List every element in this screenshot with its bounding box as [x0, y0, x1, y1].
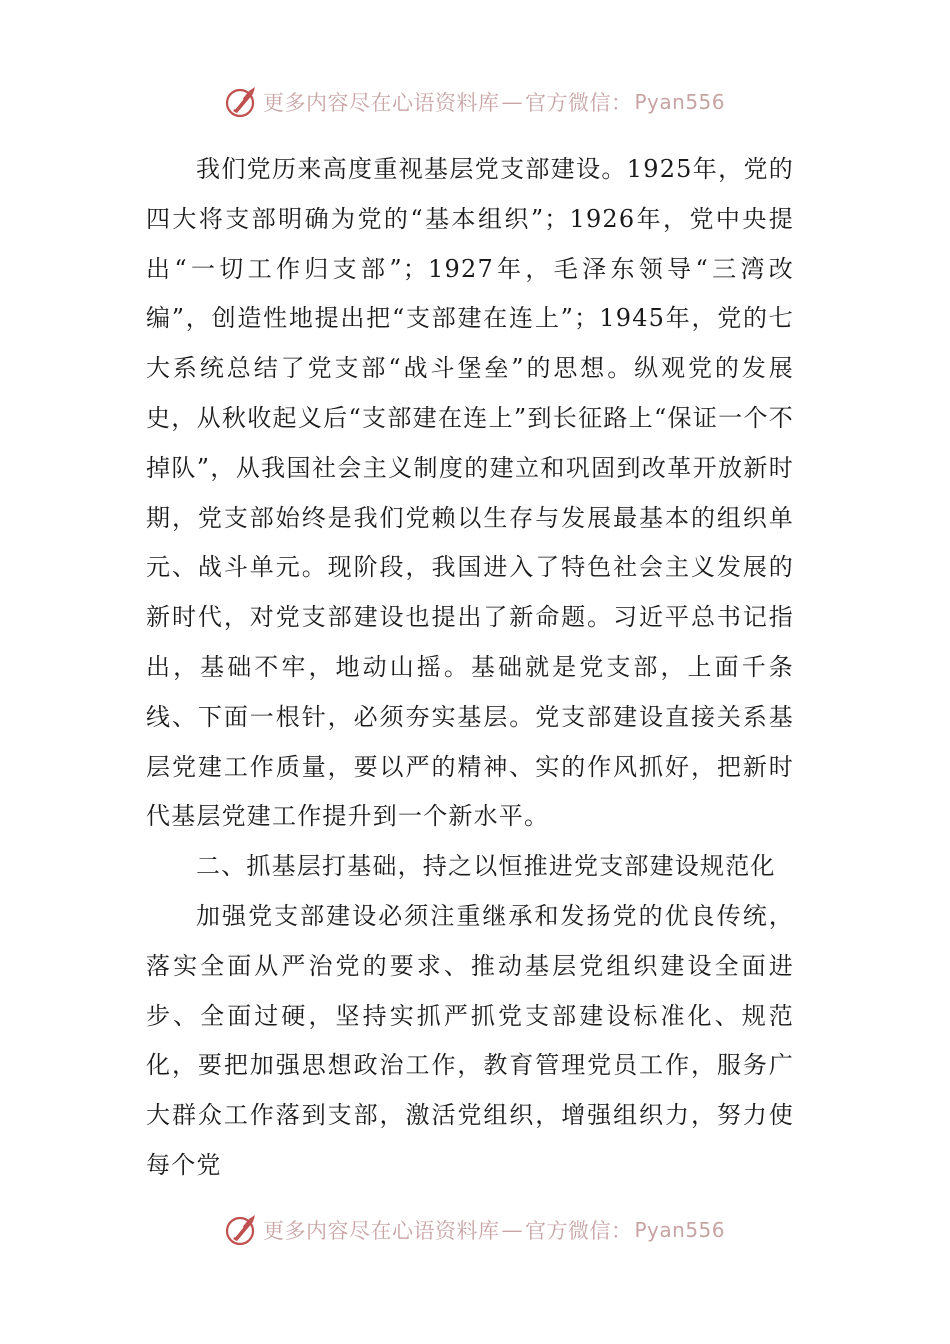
quill-pen-seal-icon — [225, 1213, 259, 1247]
paragraph-standardization: 加强党支部建设必须注重继承和发扬党的优良传统，落实全面从严治党的要求、推动基层党组织建设全面进步、全面过硬，坚持实抓严抓党支部建设标准化、规范化，要把加强思想政治工作，教育管理党员工作，服务广大群众工作落到支部，激活党组织，增强组织力，努力使每个党 — [146, 901, 794, 1179]
footer-watermark — [0, 1210, 950, 1250]
paragraph-history: 我们党历来高度重视基层党支部建设。1925年，党的四大将支部明确为党的“基本组织”；1926年，党中央提出“一切工作归支部”；1927年，毛泽东领导“三湾改编”，创造性地提出把“支部建在连上”；1945年，党的七大系统总结了党支部“战斗堡垒”的思想。纵观党的发展史，从秋收起义后“支部建在连上”到长征路上“保证一个不掉队”，从我国社会主义制度的建立和巩固到改革开放新时期，党支部始终是我们党赖以生存与发展最基本的组织单元、战斗单元。现阶段，我国进入了特色社会主义发展的新时代，对党支部建设也提出了新命题。习近平总书记指出，基础不牢，地动山摇。基础就是党支部，上面千条线、下面一根针，必须夯实基层。党支部建设直接关系基层党建工作质量，要以严的精神、实的作风抓好，把新时代基层党建工作提升到一个新水平。 — [146, 155, 794, 831]
watermark-separator: — — [501, 90, 523, 114]
watermark-text: 更多内容尽在心语资料库 — [262, 91, 500, 115]
watermark-text: 更多内容尽在心语资料库 — [262, 1219, 500, 1243]
document-body — [146, 145, 794, 1191]
section-heading: 二、抓基层打基础，持之以恒推进党支部建设规范化 — [196, 852, 776, 881]
header-watermark — [0, 82, 950, 122]
watermark-separator: — — [501, 1218, 523, 1242]
watermark-wechat-id: Pyan556 — [634, 90, 725, 114]
watermark-wechat-label: 官方微信： — [524, 91, 633, 115]
quill-pen-seal-icon — [225, 85, 259, 119]
watermark-wechat-id: Pyan556 — [634, 1218, 725, 1242]
watermark-wechat-label: 官方微信： — [524, 1219, 633, 1243]
